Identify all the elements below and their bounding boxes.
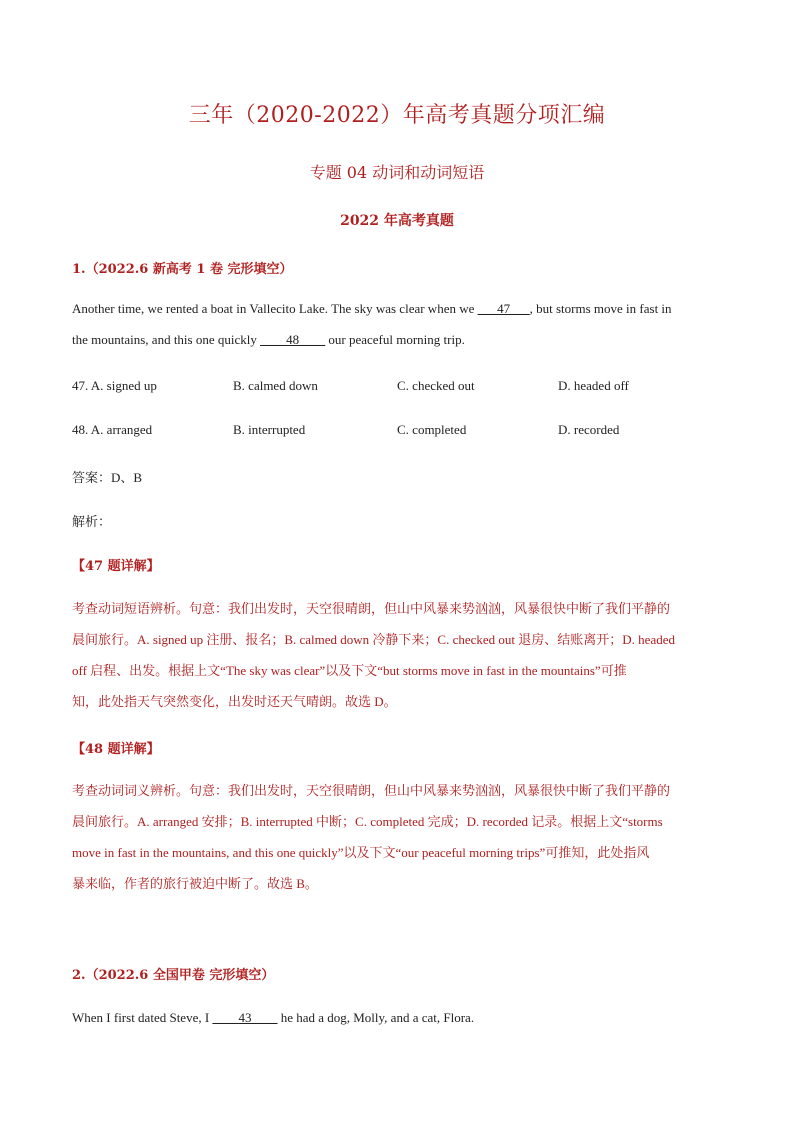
section-heading: 2022 年高考真题 (340, 213, 454, 229)
detail-48-paragraph (72, 775, 722, 899)
q1-text: Another time, we rented a boat in Vallecito Lake. The sky was clear when we (72, 301, 478, 316)
detail-48-line: 暴来临，作者的旅行被迫中断了。故选 B。 (72, 876, 318, 891)
blank-48: ____48____ (260, 332, 326, 347)
option-47-a: 47. A. signed up (72, 378, 157, 393)
option-48-b: B. interrupted (233, 422, 306, 437)
detail-48-heading: 【48 题详解】 (72, 742, 160, 757)
option-48-d: D. recorded (558, 422, 620, 437)
q1-text: the mountains, and this one quickly (72, 332, 261, 347)
topic-subtitle: 专题 04 动词和动词短语 (309, 163, 485, 182)
option-47-d: D. headed off (558, 378, 629, 393)
q2-text: he had a dog, Molly, and a cat, Flora. (277, 1010, 475, 1025)
question-2-header: 2.（2022.6 全国甲卷 完形填空） (72, 968, 275, 983)
detail-47-line: 知，此处指天气突然变化，出发时还天气晴朗。故选 D。 (72, 694, 397, 709)
detail-48-line: move in fast in the mountains, and this one quickly”以及下文“our peaceful morning trips”可推知，此处指风 (72, 845, 650, 860)
detail-47-line: 晨间旅行。A. signed up 注册、报名；B. calmed down 冷静下来；C. checked out 退房、结账离开；D. headed (72, 632, 675, 647)
analysis-label: 解析： (72, 514, 112, 529)
detail-47-heading: 【47 题详解】 (72, 559, 160, 574)
option-48-c: C. completed (397, 422, 467, 437)
answer-line: 答案：D、B (72, 470, 143, 485)
question-2-line-1 (72, 1010, 474, 1026)
option-48-a: 48. A. arranged (72, 422, 153, 437)
detail-47-line: 考查动词短语辨析。句意：我们出发时，天空很晴朗，但山中风暴来势汹汹，风暴很快中断了我们平静的 (72, 601, 671, 616)
detail-48-line: 考查动词词义辨析。句意：我们出发时，天空很晴朗，但山中风暴来势汹汹，风暴很快中断了我们平静的 (72, 783, 671, 798)
question-1-line-1 (72, 301, 672, 317)
blank-47: ___47___ (477, 301, 530, 316)
detail-48-line: 晨间旅行。A. arranged 安排；B. interrupted 中断；C. completed 完成；D. recorded 记录。根据上文“storms (72, 814, 663, 829)
detail-47-paragraph (72, 593, 722, 717)
option-47-b: B. calmed down (233, 378, 318, 393)
document-title: 三年（2020-2022）年高考真题分项汇编 (188, 103, 606, 128)
q2-text: When I first dated Steve, I (72, 1010, 213, 1025)
q1-text: , but storms move in fast in (529, 301, 672, 316)
detail-47-line: off 启程、出发。根据上文“The sky was clear”以及下文“but storms move in fast in the mountains”可推 (72, 663, 627, 678)
question-1-line-2 (72, 332, 465, 348)
q1-text: our peaceful morning trip. (325, 332, 465, 347)
option-47-c: C. checked out (397, 378, 475, 393)
blank-43: ____43____ (212, 1010, 278, 1025)
question-1-header: 1.（2022.6 新高考 1 卷 完形填空） (72, 262, 293, 277)
